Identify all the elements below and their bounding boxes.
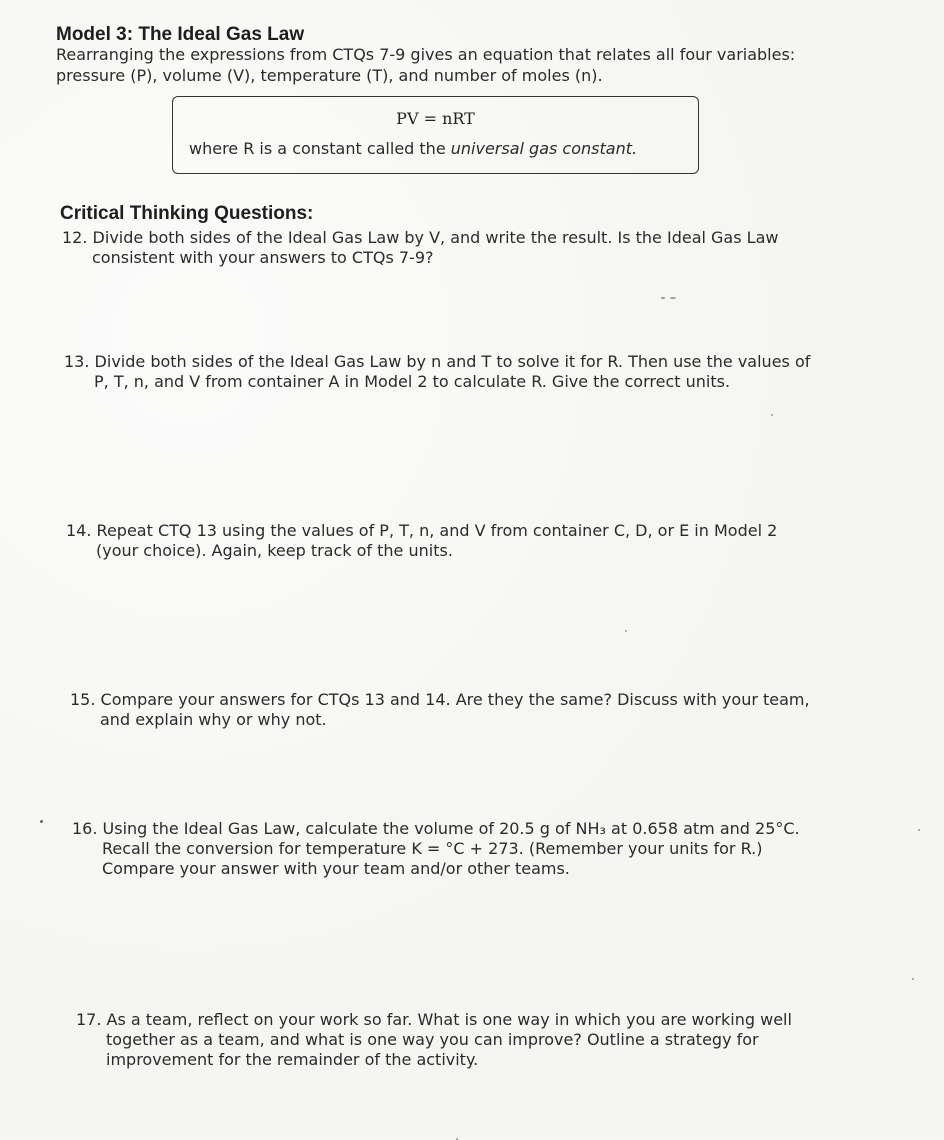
scan-speck [625, 630, 627, 632]
ctq-title: Critical Thinking Questions: [60, 203, 314, 224]
question-text-line: Divide both sides of the Ideal Gas Law by n and T to solve it for R. Then use the values of [94, 352, 811, 371]
question-number: 12. [62, 228, 88, 247]
question-text-line: improvement for the remainder of the activity. [106, 1050, 479, 1069]
question-number: 13. [64, 352, 90, 371]
question-number: 15. [70, 690, 96, 709]
question-text-line: Recall the conversion for temperature K = °C + 273. (Remember your units for R.) [102, 839, 763, 858]
question-text-line: and explain why or why not. [100, 710, 327, 729]
intro-line-1: Rearranging the expressions from CTQs 7-9 gives an equation that relates all four variables: [56, 45, 796, 64]
question-12 [62, 228, 778, 268]
definition-prefix: where R is a constant called the [189, 139, 451, 158]
question-text-line: Using the Ideal Gas Law, calculate the volume of 20.5 g of NH₃ at 0.658 atm and 25°C. [102, 819, 800, 838]
scan-speck [40, 820, 43, 823]
scan-speck [912, 978, 914, 980]
question-number: 16. [72, 819, 98, 838]
scan-speck [771, 414, 773, 416]
gas-constant-definition [189, 139, 637, 158]
question-text-line: Compare your answer with your team and/or other teams. [102, 859, 570, 878]
scan-speck [661, 297, 665, 299]
intro-line-2: pressure (P), volume (V), temperature (T), and number of moles (n). [56, 66, 603, 85]
question-text-line: As a team, reflect on your work so far. What is one way in which you are working well [106, 1010, 792, 1029]
question-15 [70, 690, 810, 730]
ideal-gas-law-equation: PV = nRT [396, 109, 475, 128]
question-text-line: together as a team, and what is one way you can improve? Outline a strategy for [106, 1030, 759, 1049]
ideal-gas-law-box [172, 96, 699, 174]
scan-speck [670, 297, 676, 299]
question-number: 17. [76, 1010, 102, 1029]
model-title: Model 3: The Ideal Gas Law [56, 24, 305, 45]
question-number: 14. [66, 521, 92, 540]
definition-term: universal gas constant. [450, 139, 638, 158]
question-text-line: Repeat CTQ 13 using the values of P, T, n, and V from container C, D, or E in Model 2 [96, 521, 778, 540]
question-text-line: Compare your answers for CTQs 13 and 14. Are they the same? Discuss with your team, [100, 690, 810, 709]
question-13 [64, 352, 810, 392]
question-17 [76, 1010, 792, 1070]
question-text-line: (your choice). Again, keep track of the units. [96, 541, 453, 560]
question-16 [72, 819, 800, 879]
question-text-line: consistent with your answers to CTQs 7-9? [92, 248, 434, 267]
scan-speck [918, 829, 920, 831]
question-text-line: P, T, n, and V from container A in Model 2 to calculate R. Give the correct units. [94, 372, 731, 391]
question-14 [66, 521, 777, 561]
question-text-line: Divide both sides of the Ideal Gas Law by V, and write the result. Is the Ideal Gas Law [92, 228, 779, 247]
